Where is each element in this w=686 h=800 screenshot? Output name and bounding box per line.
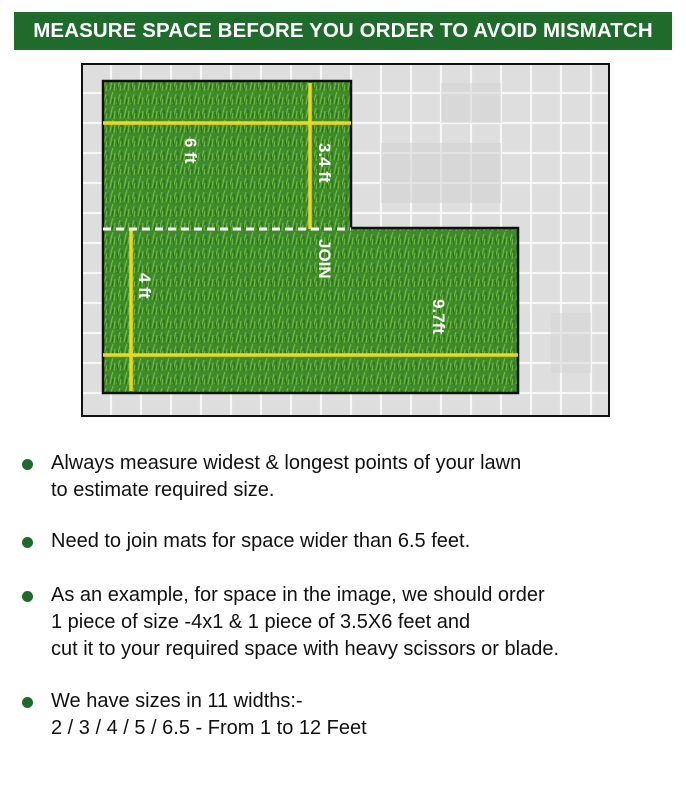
tile-shade-2 — [441, 83, 501, 123]
tile-shade-3 — [551, 313, 591, 373]
label-join: JOIN — [315, 239, 334, 279]
label-3-4ft: 3.4 ft — [315, 143, 334, 183]
tip-text — [51, 528, 470, 555]
tip-line: We have sizes in 11 widths:- — [51, 690, 303, 712]
tip-text — [51, 582, 559, 663]
bullet-icon — [22, 591, 33, 602]
tip-line: 2 / 3 / 4 / 5 / 6.5 - From 1 to 12 Feet — [51, 717, 367, 739]
tip-line: Always measure widest & longest points of your lawn — [51, 452, 522, 474]
label-6ft: 6 ft — [181, 138, 200, 164]
bullet-icon — [22, 459, 33, 470]
label-9-7ft: 9.7ft — [429, 299, 448, 334]
tile-shade-1 — [381, 143, 501, 203]
label-4ft: 4 ft — [135, 273, 154, 299]
tip-line: Need to join mats for space wider than 6.5 feet. — [51, 530, 471, 552]
tip-text — [51, 450, 521, 504]
tip-text — [51, 688, 367, 742]
tip-line: to estimate required size. — [51, 479, 275, 501]
bullet-icon — [22, 697, 33, 708]
tip-line: As an example, for space in the image, we should order — [51, 584, 545, 606]
lawn-diagram-svg — [81, 63, 610, 417]
bullet-icon — [22, 537, 33, 548]
header-banner — [14, 12, 672, 50]
tip-line: 1 piece of size -4x1 & 1 piece of 3.5X6 feet and — [51, 611, 471, 633]
lawn-measurement-diagram — [81, 63, 610, 417]
tip-line: cut it to your required space with heavy scissors or blade. — [51, 638, 560, 660]
banner-text: MEASURE SPACE BEFORE YOU ORDER TO AVOID MISMATCH — [33, 19, 653, 42]
